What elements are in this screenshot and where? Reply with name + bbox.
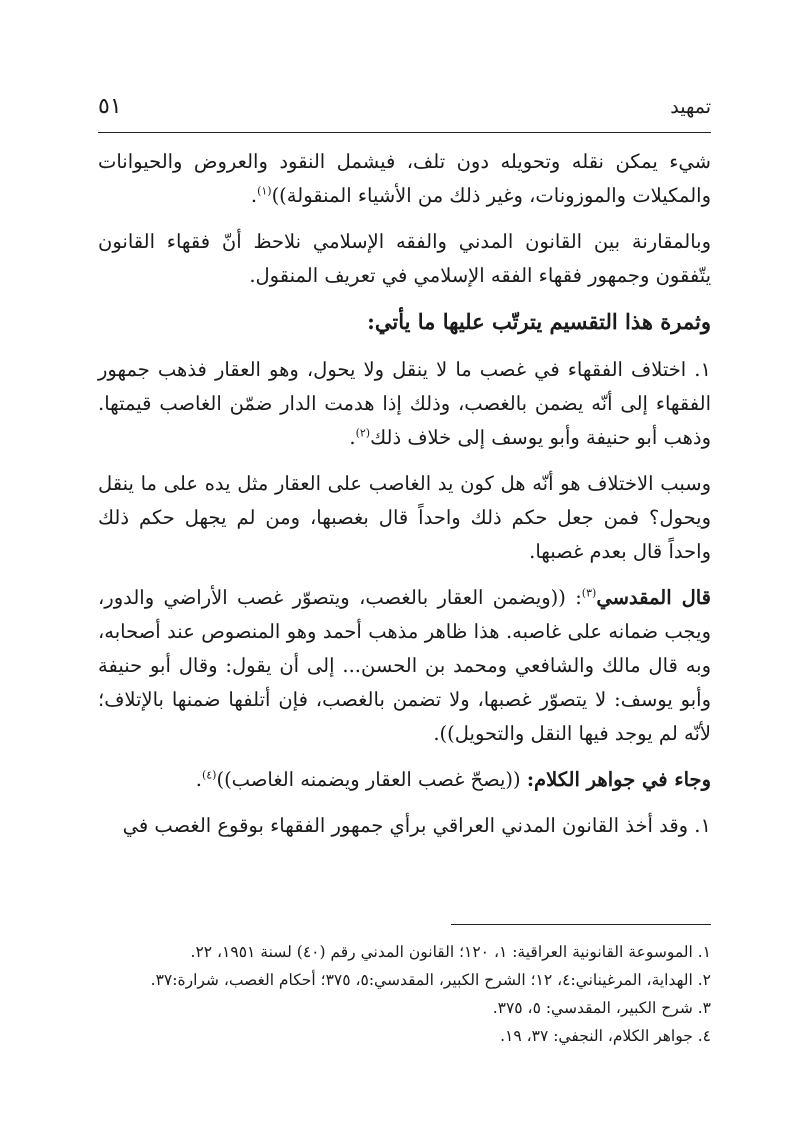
paragraph-3: ١. اختلاف الفقهاء في غصب ما لا ينقل ولا يحول، وهو العقار فذهب جمهور الفقهاء إلى أنّه يضمن بالغصب، وذلك إذا هدمت الدار ضمّن الغاصب قيمتها. وذهب أبو حنيفة وأبو يوسف إلى خلاف ذلك$^{(٢)}$. xyxy=(98,358,711,449)
main-text xyxy=(98,145,711,855)
footnote-divider xyxy=(451,924,711,925)
paragraph-7: ١. وقد أخذ القانون المدني العراقي برأي جمهور الفقهاء بوقوع الغصب في xyxy=(122,814,711,837)
footnote-ref-3: (٣) xyxy=(581,586,597,600)
footnote-4: ٤. جواهر الكلام، النجفي: ٣٧، ١٩. xyxy=(500,1027,711,1045)
paragraph-5: قال المقدسي$^{(٣)}$: ((ويضمن العقار بالغصب، ويتصوّر غصب الأراضي والدور، ويجب ضمانه على غاصبه. هذا ظاهر مذهب أحمد وهو المنصوص عند أصحابه، وبه قال مالك والشافعي ومحمد بن الحسن... إلى أن يقول: وقال أبو حنيفة وأبو يوسف: لا يتصوّر غصبها، ولا تضمن بالغصب، فإن أتلفها ضمنها بالإتلاف؛ لأنّه لم يوجد فيها النقل والتحويل)). xyxy=(98,586,711,745)
footnote-2: ٢. الهداية، المرغيناني:٤، ١٢؛ الشرح الكبير، المقدسي:٥، ٣٧٥؛ أحكام الغصب، شرارة:٣٧. xyxy=(150,971,711,989)
paragraph-6: وجاء في جواهر الكلام: ((يصحّ غصب العقار ويضمنه الغاصب))$^{(٤)}$. xyxy=(195,768,711,791)
author-name: قال المقدسي xyxy=(596,586,711,609)
page-number: ٥١ xyxy=(98,94,122,119)
footnotes xyxy=(98,938,711,1050)
source-title: وجاء في جواهر الكلام: xyxy=(526,768,711,791)
footnote-ref-4: (٤) xyxy=(201,768,217,782)
footnote-ref-1: (١) xyxy=(257,184,272,198)
page-header xyxy=(98,92,711,133)
footnote-3: ٣. شرح الكبير، المقدسي: ٥، ٣٧٥. xyxy=(492,999,711,1017)
paragraph-2: وبالمقارنة بين القانون المدني والفقه الإسلامي نلاحظ أنّ فقهاء القانون يتّفقون وجمهور فقهاء الفقه الإسلامي في تعريف المنقول. xyxy=(98,230,711,287)
paragraph-4: وسبب الاختلاف هو أنّه هل كون يد الغاصب على العقار مثل يده على ما ينقل ويحول؟ فمن جعل حكم ذلك واحداً قال بغصبها، ومن لم يجهل حكم ذلك واحداً قال بعدم غصبها. xyxy=(98,472,711,563)
footnote-ref-2: (٢) xyxy=(355,426,371,440)
footnote-1: ١. الموسوعة القانونية العراقية: ١، ١٢٠؛ القانون المدني رقم (٤٠) لسنة ١٩٥١، ٢٢. xyxy=(190,943,711,961)
running-head: تمهيد xyxy=(670,96,711,118)
paragraph-1: شيء يمكن نقله وتحويله دون تلف، فيشمل النقود والعروض والحيوانات والمكيلات والموزونات، وغير ذلك من الأشياء المنقولة))$^{(١)}$. xyxy=(98,150,711,207)
section-heading: وثمرة هذا التقسيم يترتّب عليها ما يأتي: xyxy=(367,309,711,334)
